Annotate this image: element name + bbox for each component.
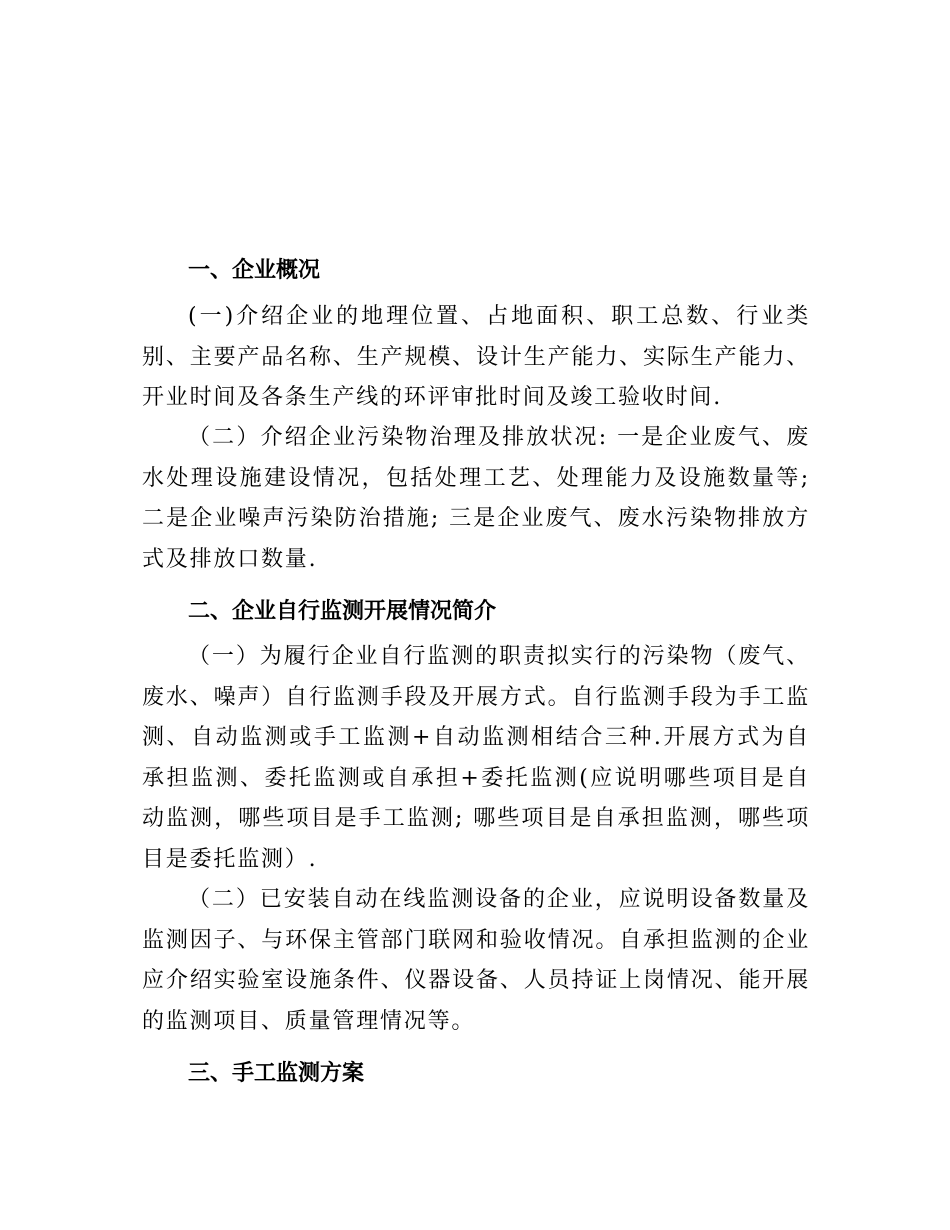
section-1-paragraph-2: （二）介绍企业污染物治理及排放状况: 一是企业废气、废水处理设施建设情况，包括处理工艺、处理能力及设施数量等;二是企业噪声污染防治措施; 三是企业废气、废水污染物排放方式及排放口数量.: [142, 425, 810, 572]
section-1-paragraph-1: (一)介绍企业的地理位置、占地面积、职工总数、行业类别、主要产品名称、生产规模、设计生产能力、实际生产能力、开业时间及各条生产线的环评审批时间及竣工验收时间.: [142, 304, 810, 410]
section-2-heading: 二、企业自行监测开展情况简介: [188, 599, 497, 624]
section-3-heading: 三、手工监测方案: [188, 1061, 365, 1086]
section-1-heading: 一、企业概况: [188, 258, 321, 283]
section-2-paragraph-1: （一）为履行企业自行监测的职责拟实行的污染物（废气、废水、噪声）自行监测手段及开展方式。自行监测手段为手工监测、自动监测或手工监测+自动监测相结合三种.开展方式为自承担监测、委托监测或自承担+委托监测(应说明哪些项目是自动监测，哪些项目是手工监测; 哪些项目是自承担监测，哪些项目是委托监测）.: [142, 644, 810, 872]
section-2-paragraph-2: （二）已安装自动在线监测设备的企业，应说明设备数量及监测因子、与环保主管部门联网和验收情况。自承担监测的企业应介绍实验室设施条件、仪器设备、人员持证上岗情况、能开展的监测项目、质量管理情况等。: [142, 887, 810, 1034]
